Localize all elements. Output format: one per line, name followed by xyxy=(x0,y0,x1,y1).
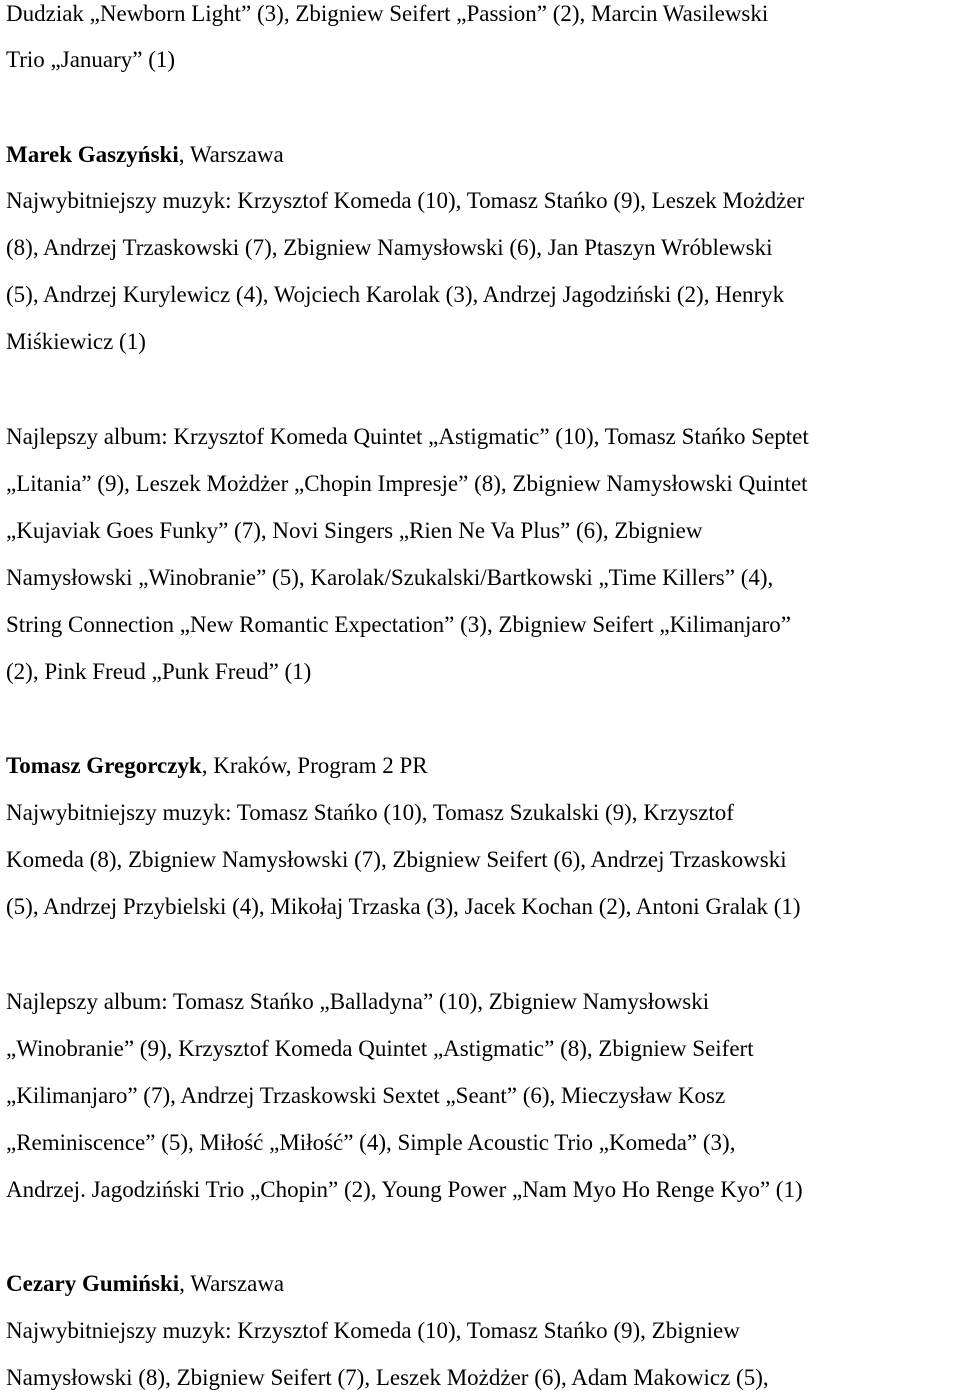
album-line: „Winobranie” (9), Krzysztof Komeda Quintet „Astigmatic” (8), Zbigniew Seifert xyxy=(6,1036,754,1061)
album-line: Andrzej. Jagodziński Trio „Chopin” (2), Young Power „Nam Myo Ho Renge Kyo” (1) xyxy=(6,1177,803,1202)
album-line: „Litania” (9), Leszek Możdżer „Chopin Impresje” (8), Zbigniew Namysłowski Quintet xyxy=(6,471,808,496)
musician-line: (8), Andrzej Trzaskowski (7), Zbigniew Namysłowski (6), Jan Ptaszyn Wróblewski xyxy=(6,235,773,260)
critic-location: , Warszawa xyxy=(178,142,284,167)
critic-name: Marek Gaszyński xyxy=(6,142,179,167)
album-line: Najlepszy album: Tomasz Stańko „Balladyna” (10), Zbigniew Namysłowski xyxy=(6,989,710,1014)
musician-line: Namysłowski (8), Zbigniew Seifert (7), Leszek Możdżer (6), Adam Makowicz (5), xyxy=(6,1365,769,1390)
entry-header xyxy=(6,1270,284,1298)
musician-line: Komeda (8), Zbigniew Namysłowski (7), Zbigniew Seifert (6), Andrzej Trzaskowski xyxy=(6,847,787,872)
critic-location: , Kraków, Program 2 PR xyxy=(201,753,428,778)
album-line: Namysłowski „Winobranie” (5), Karolak/Szukalski/Bartkowski „Time Killers” (4), xyxy=(6,565,774,590)
entry-header xyxy=(6,141,284,169)
musician-line: Najwybitniejszy muzyk: Tomasz Stańko (10), Tomasz Szukalski (9), Krzysztof xyxy=(6,800,734,825)
album-line: (2), Pink Freud „Punk Freud” (1) xyxy=(6,659,312,684)
entry-header xyxy=(6,752,428,780)
critic-name: Tomasz Gregorczyk xyxy=(6,753,202,778)
musician-line: (5), Andrzej Kurylewicz (4), Wojciech Karolak (3), Andrzej Jagodziński (2), Henryk xyxy=(6,282,785,307)
fragment-line: Dudziak „Newborn Light” (3), Zbigniew Seifert „Passion” (2), Marcin Wasilewski xyxy=(6,1,769,26)
album-line: String Connection „New Romantic Expectation” (3), Zbigniew Seifert „Kilimanjaro” xyxy=(6,612,791,637)
musician-line: Miśkiewicz (1) xyxy=(6,329,146,354)
critic-location: , Warszawa xyxy=(179,1271,285,1296)
critic-name: Cezary Gumiński xyxy=(6,1271,180,1296)
musician-line: Najwybitniejszy muzyk: Krzysztof Komeda (10), Tomasz Stańko (9), Leszek Możdżer xyxy=(6,188,805,213)
album-line: „Kujaviak Goes Funky” (7), Novi Singers „Rien Ne Va Plus” (6), Zbigniew xyxy=(6,518,703,543)
album-line: „Kilimanjaro” (7), Andrzej Trzaskowski Sextet „Seant” (6), Mieczysław Kosz xyxy=(6,1083,726,1108)
musician-line: (5), Andrzej Przybielski (4), Mikołaj Trzaska (3), Jacek Kochan (2), Antoni Gralak (1) xyxy=(6,894,801,919)
album-line: „Reminiscence” (5), Miłość „Miłość” (4), Simple Acoustic Trio „Komeda” (3), xyxy=(6,1130,736,1155)
fragment-line: Trio „January” (1) xyxy=(6,47,176,72)
album-line: Najlepszy album: Krzysztof Komeda Quintet „Astigmatic” (10), Tomasz Stańko Septet xyxy=(6,424,809,449)
musician-line: Najwybitniejszy muzyk: Krzysztof Komeda (10), Tomasz Stańko (9), Zbigniew xyxy=(6,1318,740,1343)
